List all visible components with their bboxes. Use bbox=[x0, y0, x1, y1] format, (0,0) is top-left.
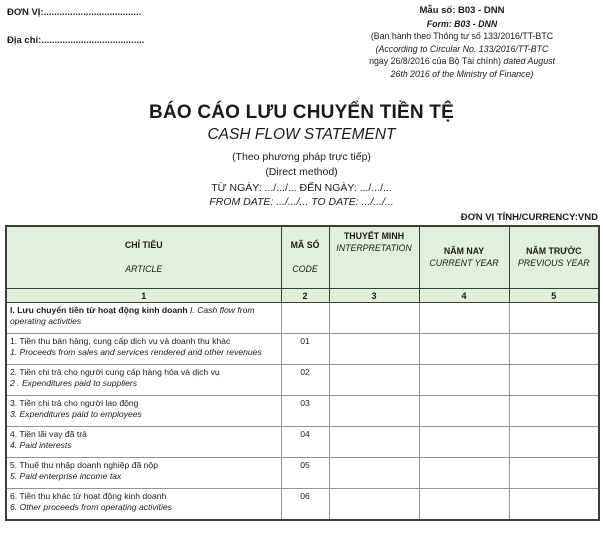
col-header-previous-year bbox=[509, 226, 599, 289]
col-article-en: ARTICLE bbox=[125, 263, 163, 274]
date-range-en: FROM DATE: .../.../... TO DATE: .../.../... bbox=[209, 196, 394, 208]
table-row bbox=[6, 458, 599, 489]
col-code-en: CODE bbox=[292, 263, 318, 274]
table-row bbox=[6, 396, 599, 427]
cash-flow-table bbox=[5, 225, 600, 521]
table-row bbox=[6, 303, 599, 334]
circular-date-vi: ngày 26/8/2016 của Bộ Tài chính) bbox=[369, 56, 501, 67]
form-number-vi: Mẫu số: B03 - DNN bbox=[419, 5, 505, 16]
interpretation-cell bbox=[329, 365, 419, 396]
interpretation-cell bbox=[329, 396, 419, 427]
table-header bbox=[6, 226, 599, 303]
title-area bbox=[0, 102, 603, 208]
col-number-2: 2 bbox=[281, 289, 329, 303]
col-header-interpretation bbox=[329, 226, 419, 289]
col-number-4: 4 bbox=[419, 289, 509, 303]
article-text-en: 3. Expenditures paid to employees bbox=[10, 408, 142, 419]
method-line-en: (Direct method) bbox=[265, 166, 338, 178]
article-text-en: I. Cash flow from operating activities bbox=[10, 305, 255, 326]
header-label-row bbox=[6, 226, 599, 289]
current-year-cell bbox=[419, 427, 509, 458]
previous-year-cell bbox=[509, 489, 599, 520]
table-row bbox=[6, 365, 599, 396]
article-text-vi: 5. Thuế thu nhập doanh nghiệp đã nộp bbox=[10, 460, 158, 470]
date-range-vi: TỪ NGÀY: .../.../... ĐẾN NGÀY: .../.../... bbox=[211, 182, 392, 194]
col-code-vi: MÃ SỐ bbox=[290, 239, 320, 250]
article-text-vi: 3. Tiền chi trả cho người lao động bbox=[10, 398, 139, 408]
article-cell bbox=[6, 458, 281, 489]
article-cell bbox=[6, 489, 281, 520]
table-row bbox=[6, 427, 599, 458]
col-current-year-vi: NĂM NAY bbox=[443, 246, 485, 256]
code-cell bbox=[281, 303, 329, 334]
col-number-3: 3 bbox=[329, 289, 419, 303]
circular-date-en-tail: 26th 2016 of the Ministry of Finance) bbox=[390, 68, 534, 79]
report-title-en: CASH FLOW STATEMENT bbox=[207, 126, 396, 143]
table-row bbox=[6, 489, 599, 520]
circular-line-vi: (Ban hành theo Thông tư số 133/2016/TT-BTC bbox=[370, 31, 554, 42]
col-interpretation-vi: THUYẾT MINH bbox=[343, 231, 405, 241]
article-text-en: 5. Paid enterprise income tax bbox=[10, 470, 122, 481]
previous-year-cell bbox=[509, 458, 599, 489]
circular-date-en-inline: dated August bbox=[503, 56, 555, 67]
currency-unit-line: ĐƠN VỊ TÍNH/CURRENCY:VND bbox=[460, 212, 598, 223]
form-info-block bbox=[324, 5, 600, 81]
previous-year-cell bbox=[509, 396, 599, 427]
col-current-year-en: CURRENT YEAR bbox=[429, 257, 499, 268]
current-year-cell bbox=[419, 303, 509, 334]
col-number-1: 1 bbox=[6, 289, 281, 303]
previous-year-cell bbox=[509, 427, 599, 458]
form-number-en: Form: B03 - DNN bbox=[426, 18, 498, 29]
unit-field: ĐƠN VỊ:..................................... bbox=[7, 7, 142, 18]
interpretation-cell bbox=[329, 303, 419, 334]
report-title-vi: BÁO CÁO LƯU CHUYỂN TIỀN TỆ bbox=[149, 102, 454, 123]
article-text-vi: I. Lưu chuyển tiền từ hoạt động kinh doanh bbox=[10, 305, 188, 315]
col-header-code bbox=[281, 226, 329, 289]
code-cell: 01 bbox=[281, 334, 329, 365]
col-previous-year-vi: NĂM TRƯỚC bbox=[526, 246, 582, 256]
col-header-current-year bbox=[419, 226, 509, 289]
code-cell: 02 bbox=[281, 365, 329, 396]
interpretation-cell bbox=[329, 458, 419, 489]
article-text-en: 1. Proceeds from sales and services rendered and other revenues bbox=[10, 346, 262, 357]
article-cell bbox=[6, 396, 281, 427]
current-year-cell bbox=[419, 396, 509, 427]
address-field: Địa chỉ:....................................... bbox=[7, 35, 145, 46]
article-text-vi: 1. Tiền thu bán hàng, cung cấp dịch vụ và doanh thu khác bbox=[10, 336, 231, 346]
current-year-cell bbox=[419, 334, 509, 365]
previous-year-cell bbox=[509, 303, 599, 334]
col-previous-year-en: PREVIOUS YEAR bbox=[517, 257, 590, 268]
previous-year-cell bbox=[509, 365, 599, 396]
unit-address-block bbox=[7, 5, 144, 46]
article-cell bbox=[6, 427, 281, 458]
code-cell: 03 bbox=[281, 396, 329, 427]
code-cell: 04 bbox=[281, 427, 329, 458]
article-text-vi: 6. Tiền thu khác từ hoạt động kinh doanh bbox=[10, 491, 167, 501]
article-text-vi: 4. Tiền lãi vay đã trả bbox=[10, 429, 87, 439]
code-cell: 05 bbox=[281, 458, 329, 489]
interpretation-cell bbox=[329, 334, 419, 365]
col-number-5: 5 bbox=[509, 289, 599, 303]
current-year-cell bbox=[419, 458, 509, 489]
method-line-vi: (Theo phương pháp trực tiếp) bbox=[232, 151, 371, 163]
article-text-en: 6. Other proceeds from operating activities bbox=[10, 501, 172, 512]
current-year-cell bbox=[419, 365, 509, 396]
circular-line-en: (According to Circular No. 133/2016/TT-BTC bbox=[375, 43, 549, 54]
article-text-vi: 2. Tiền chi trả cho người cung cấp hàng hóa và dịch vụ bbox=[10, 367, 220, 377]
current-year-cell bbox=[419, 489, 509, 520]
document-topbar bbox=[0, 0, 603, 88]
table-row bbox=[6, 334, 599, 365]
circular-date-line bbox=[324, 55, 600, 68]
article-cell bbox=[6, 303, 281, 334]
interpretation-cell bbox=[329, 489, 419, 520]
article-text-en: 2 . Expenditures paid to suppliers bbox=[10, 377, 138, 388]
code-cell: 06 bbox=[281, 489, 329, 520]
table-body bbox=[6, 303, 599, 520]
col-interpretation-en: INTERPRETATION bbox=[336, 242, 412, 253]
article-cell bbox=[6, 365, 281, 396]
header-number-row bbox=[6, 289, 599, 303]
article-cell bbox=[6, 334, 281, 365]
col-header-article bbox=[6, 226, 281, 289]
interpretation-cell bbox=[329, 427, 419, 458]
article-text-en: 4. Paid interests bbox=[10, 439, 72, 450]
previous-year-cell bbox=[509, 334, 599, 365]
col-article-vi: CHỈ TIÊU bbox=[124, 239, 163, 250]
